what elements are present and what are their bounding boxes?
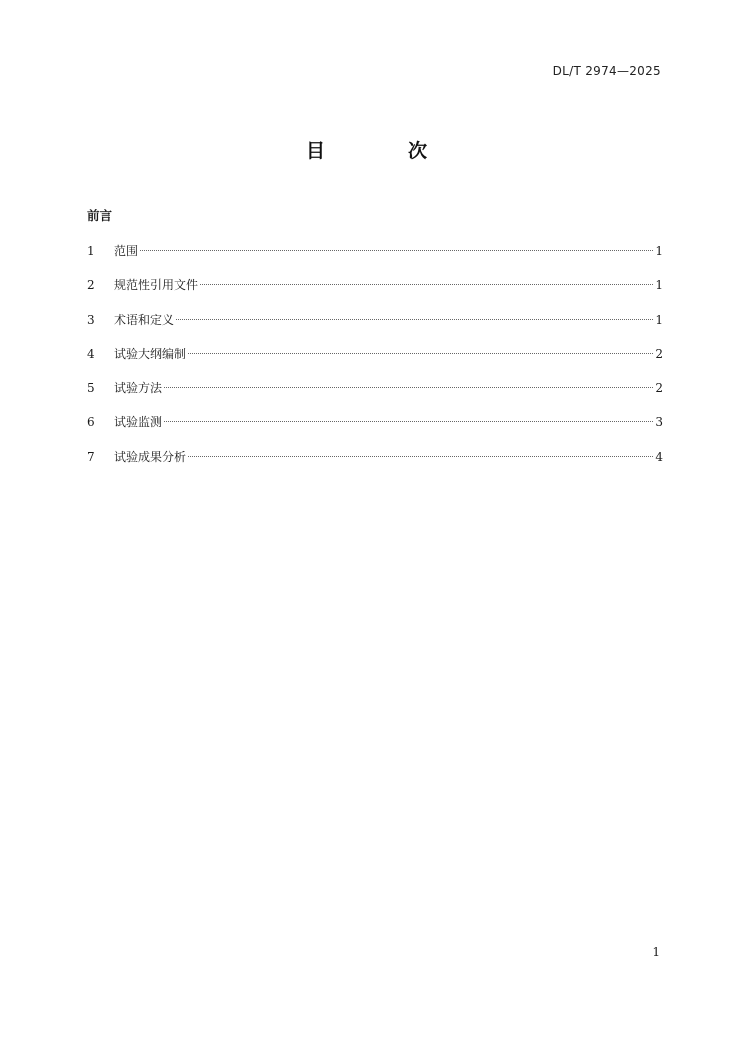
toc-entry-label: 试验大纲编制 — [114, 346, 187, 361]
toc-entry-label: 试验方法 — [114, 381, 163, 396]
toc-list — [87, 241, 663, 481]
toc-entry-page: 1 — [655, 278, 663, 293]
document-code: DL/T 2974—2025 — [552, 64, 661, 78]
toc-entry-label: 试验成果分析 — [114, 449, 187, 464]
toc-entry-page: 3 — [655, 415, 663, 430]
toc-dot-leader — [188, 456, 653, 457]
toc-entry-number: 7 — [87, 449, 95, 464]
toc-dot-leader — [188, 353, 653, 354]
toc-entry-number: 4 — [87, 346, 95, 361]
toc-entry-page: 4 — [655, 449, 663, 464]
toc-title: 目 次 — [305, 140, 459, 162]
toc-dot-leader — [200, 284, 653, 285]
page-number: 1 — [652, 945, 660, 959]
toc-entry-page: 1 — [655, 244, 663, 258]
toc-entry-normative-references[interactable] — [87, 275, 663, 309]
toc-entry-page: 2 — [655, 346, 663, 361]
toc-dot-leader — [140, 250, 653, 251]
toc-entry-test-monitoring[interactable] — [87, 412, 663, 446]
toc-entry-scope[interactable] — [87, 241, 663, 275]
toc-preface-entry[interactable]: 前言 — [87, 208, 113, 223]
toc-entry-results-analysis[interactable] — [87, 447, 663, 481]
toc-entry-test-methods[interactable] — [87, 378, 663, 412]
toc-entry-number: 5 — [87, 381, 95, 396]
toc-entry-label: 试验监测 — [114, 415, 163, 430]
toc-entry-number: 3 — [87, 312, 95, 327]
toc-entry-page: 2 — [655, 381, 663, 396]
toc-entry-number: 6 — [87, 415, 95, 430]
toc-dot-leader — [164, 421, 653, 422]
toc-entry-terms-definitions[interactable] — [87, 310, 663, 344]
toc-entry-number: 1 — [87, 244, 95, 258]
toc-entry-label: 术语和定义 — [114, 312, 175, 327]
toc-entry-label: 规范性引用文件 — [114, 278, 199, 293]
toc-dot-leader — [176, 319, 653, 320]
toc-entry-test-outline[interactable] — [87, 344, 663, 378]
toc-entry-number: 2 — [87, 278, 95, 293]
toc-dot-leader — [164, 387, 653, 388]
toc-entry-label: 范围 — [114, 244, 139, 258]
table-of-contents — [87, 206, 663, 481]
toc-entry-page: 1 — [655, 312, 663, 327]
